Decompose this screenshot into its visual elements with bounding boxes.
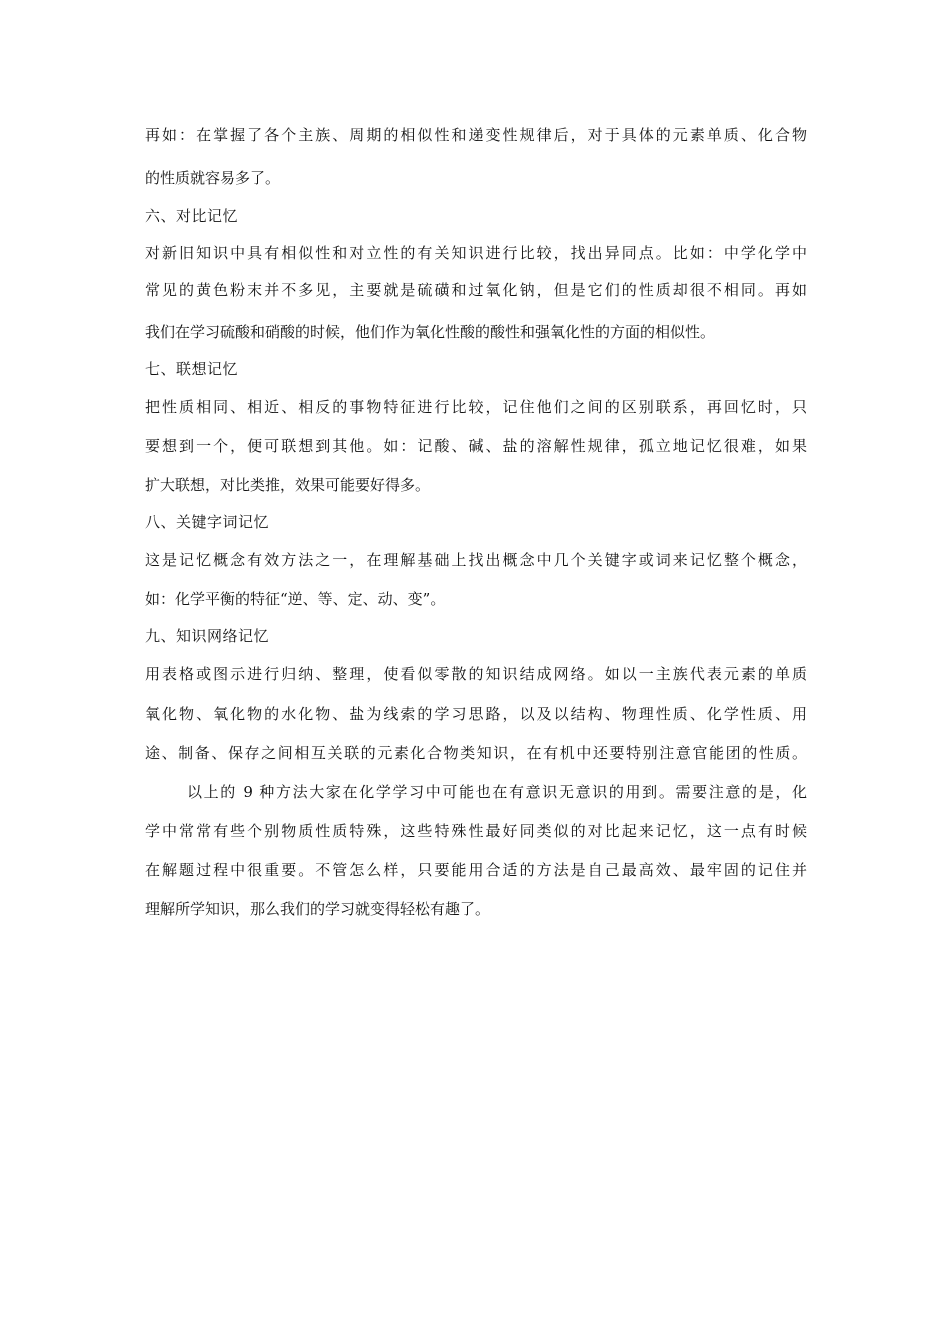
text-line: 途、制备、保存之间相互关联的元素化合物类知识，在有机中还要特别注意官能团的性质。 [145,744,807,762]
text-line: 常见的黄色粉末并不多见，主要就是硫磺和过氧化钠，但是它们的性质却很不相同。再如 [145,281,807,299]
text-line: 的性质就容易多了。 [145,169,281,187]
section-heading-7: 七、联想记忆 [145,360,239,378]
section-heading-8: 八、关键字词记忆 [145,513,270,531]
text-line: 学中常常有些个别物质性质特殊，这些特殊性最好同类似的对比起来记忆，这一点有时候 [145,822,807,840]
text-line: 如：化学平衡的特征“逆、等、定、动、变”。 [145,590,446,608]
text-line: 我们在学习硫酸和硝酸的时候，他们作为氧化性酸的酸性和强氧化性的方面的相似性。 [145,323,716,341]
text-line-indented: 以上的 9 种方法大家在化学学习中可能也在有意识无意识的用到。需要注意的是，化 [187,783,807,801]
text-line: 在解题过程中很重要。不管怎么样，只要能用合适的方法是自己最高效、最牢固的记住并 [145,861,807,879]
section-heading-9: 九、知识网络记忆 [145,627,270,645]
text-line: 理解所学知识，那么我们的学习就变得轻松有趣了。 [145,900,491,918]
text-line: 氧化物、氧化物的水化物、盐为线索的学习思路，以及以结构、物理性质、化学性质、用 [145,705,807,723]
text-line: 用表格或图示进行归纳、整理，使看似零散的知识结成网络。如以一主族代表元素的单质 [145,665,807,683]
text-line: 对新旧知识中具有相似性和对立性的有关知识进行比较，找出异同点。比如：中学化学中 [145,244,807,262]
section-heading-6: 六、对比记忆 [145,207,239,225]
text-line: 要想到一个，便可联想到其他。如：记酸、碱、盐的溶解性规律，孤立地记忆很难，如果 [145,437,807,455]
text-line: 扩大联想，对比类推，效果可能要好得多。 [145,476,431,494]
text-line: 再如：在掌握了各个主族、周期的相似性和递变性规律后，对于具体的元素单质、化合物 [145,126,807,144]
text-line: 把性质相同、相近、相反的事物特征进行比较，记住他们之间的区别联系，再回忆时，只 [145,398,807,416]
text-line: 这是记忆概念有效方法之一，在理解基础上找出概念中几个关键字或词来记忆整个概念， [145,551,807,569]
